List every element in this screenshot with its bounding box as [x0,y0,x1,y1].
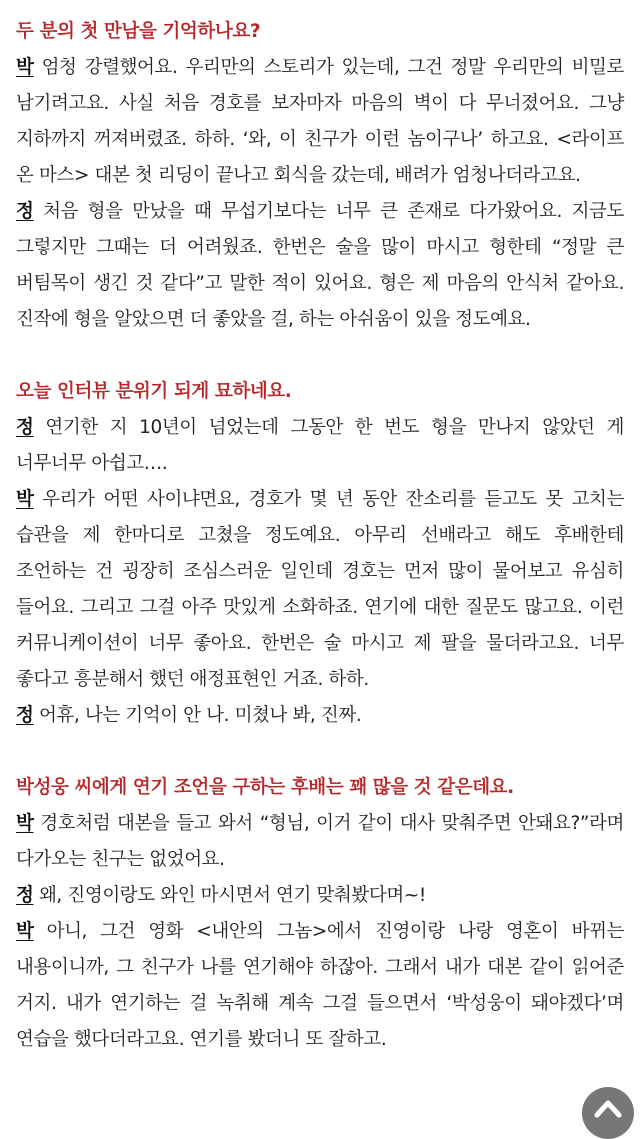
arrow-up-icon [593,1097,623,1119]
scroll-to-top-button[interactable] [582,1087,634,1139]
qa-section [16,770,624,1058]
question-heading: 박성웅 씨에게 연기 조언을 구하는 후배는 꽤 많을 것 같은데요. [16,777,514,798]
speaker-label: 박 [16,813,34,834]
answer-text: 엄청 강렬했어요. 우리만의 스토리가 있는데, 그건 정말 우리만의 비밀로 남기려고요. 사실 처음 경호를 보자마자 마음의 벽이 다 무너졌어요. 그냥 지하까지 꺼져버렸죠. 하하. ‘와, 이 친구가 이런 놈이구나’ 하고요. <라이프 온 마스> 대본 첫 리딩이 끝나고 회식을 갔는데, 배려가 엄청나더라고요. [16,57,624,186]
answer-text: 아니, 그건 영화 <내안의 그놈>에서 진영이랑 나랑 영혼이 바뀌는 내용이니까, 그 친구가 나를 연기해야 하잖아. 그래서 내가 대본 같이 읽어준 거지. 내가 연기하는 걸 녹취해 계속 그걸 들으면서 ‘박성웅이 돼야겠다’며 연습을 했다더라고요. 연기를 봤더니 또 잘하고. [16,921,624,1050]
answer-text: 연기한 지 10년이 넘었는데 그동안 한 번도 형을 만나지 않았던 게 너무너무 아쉽고…. [16,417,624,474]
speaker-label: 박 [16,489,34,510]
qa-section [16,374,624,734]
answer-text: 어휴, 나는 기억이 안 나. 미쳤나 봐, 진짜. [33,705,362,726]
answer-text: 왜, 진영이랑도 와인 마시면서 연기 맞춰봤다며~! [33,885,426,906]
answer-text: 처음 형을 만났을 때 무섭기보다는 너무 큰 존재로 다가왔어요. 지금도 그렇지만 그때는 더 어려웠죠. 한번은 술을 많이 마시고 형한테 “정말 큰 버팀목이 생긴 것 같다”고 말한 적이 있어요. 형은 제 마음의 안식처 같아요. 진작에 형을 알았으면 더 좋았을 걸, 하는 아쉬움이 있을 정도예요. [16,201,624,330]
answer-paragraph [16,806,624,878]
qa-section [16,14,624,338]
answer-paragraph [16,914,624,1058]
speaker-label: 박 [16,921,34,942]
speaker-label: 정 [16,417,34,438]
speaker-label: 박 [16,57,34,78]
answer-paragraph [16,698,624,734]
question-heading: 오늘 인터뷰 분위기 되게 묘하네요. [16,381,292,402]
speaker-label: 정 [16,885,34,906]
speaker-label: 정 [16,705,34,726]
answer-text: 경호처럼 대본을 들고 와서 “형님, 이거 같이 대사 맞춰주면 안돼요?”라며 다가오는 친구는 없었어요. [16,813,624,870]
answer-text: 우리가 어떤 사이냐면요, 경호가 몇 년 동안 잔소리를 듣고도 못 고치는 습관을 제 한마디로 고쳤을 정도예요. 아무리 선배라고 해도 후배한테 조언하는 건 굉장히 조심스러운 일인데 경호는 먼저 많이 물어보고 유심히 들어요. 그리고 그걸 아주 맛있게 소화하죠. 연기에 대한 질문도 많고요. 이런 커뮤니케이션이 너무 좋아요. 한번은 술 마시고 제 팔을 물더라고요. 너무 좋다고 흥분해서 했던 애정표현인 거죠. 하하. [16,489,624,690]
answer-paragraph [16,482,624,698]
speaker-label: 정 [16,201,34,222]
answer-paragraph [16,194,624,338]
question-heading: 두 분의 첫 만남을 기억하나요? [16,21,261,42]
answer-paragraph [16,410,624,482]
answer-paragraph [16,878,624,914]
answer-paragraph [16,50,624,194]
